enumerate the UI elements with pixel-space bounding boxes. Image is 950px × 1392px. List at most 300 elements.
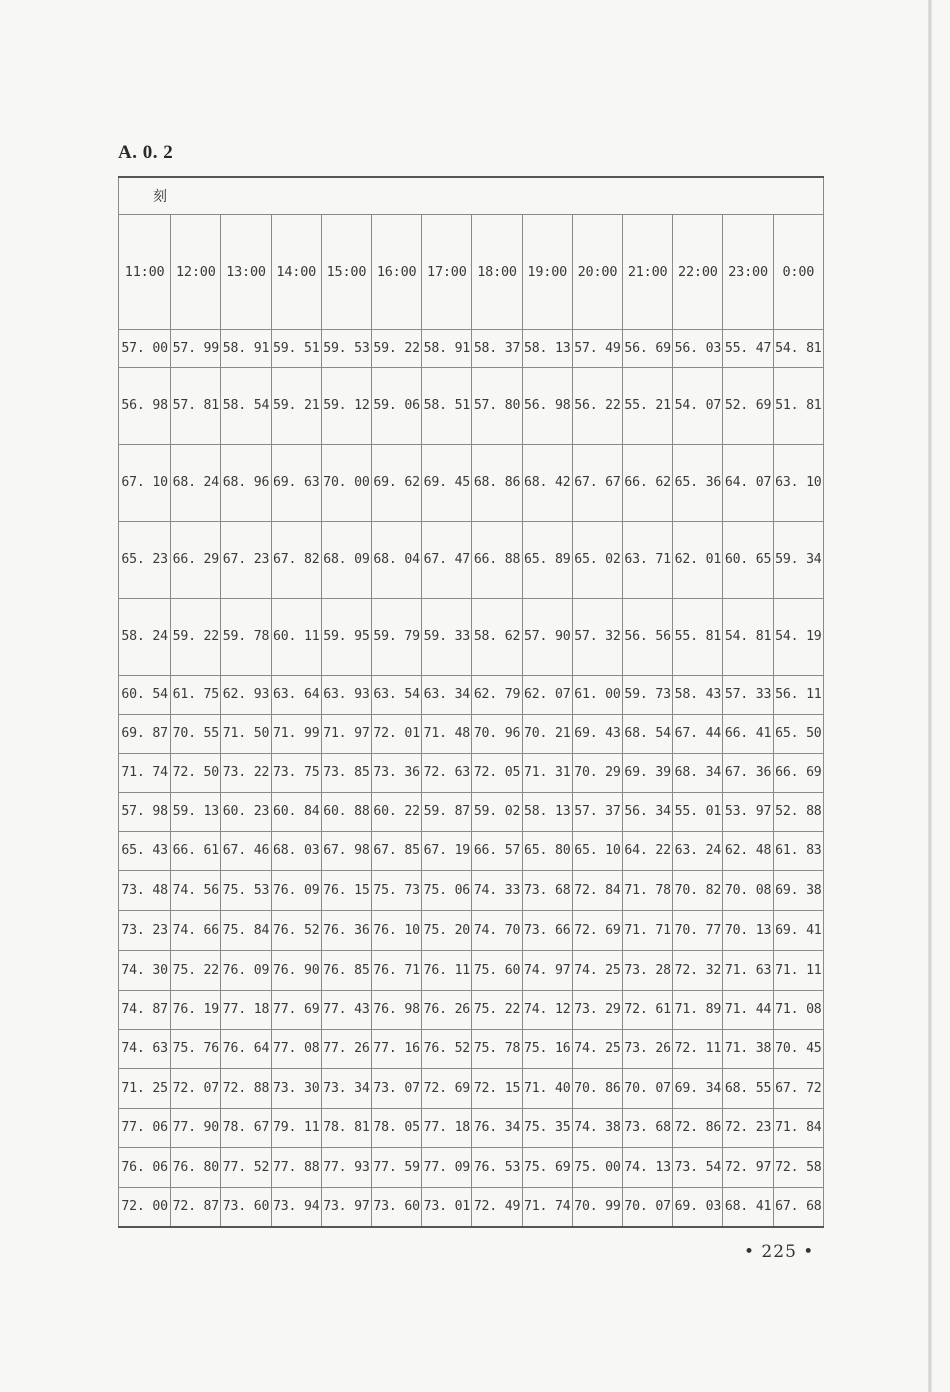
table-cell: 69. 87 xyxy=(119,714,171,753)
table-cell: 65. 80 xyxy=(522,831,572,870)
table-cell: 75. 69 xyxy=(522,1147,572,1187)
table-cell: 67. 47 xyxy=(422,521,472,598)
table-cell: 74. 66 xyxy=(171,910,221,950)
table-cell: 59. 53 xyxy=(321,329,371,367)
table-cell: 67. 19 xyxy=(422,831,472,870)
table-cell: 76. 15 xyxy=(321,870,371,910)
table-cell: 57. 80 xyxy=(472,367,522,444)
table-cell: 77. 43 xyxy=(321,990,371,1029)
table-cell: 72. 23 xyxy=(723,1108,773,1147)
table-cell: 77. 08 xyxy=(271,1029,321,1068)
table-cell: 65. 02 xyxy=(572,521,622,598)
table-cell: 76. 26 xyxy=(422,990,472,1029)
table-cell: 64. 22 xyxy=(623,831,673,870)
table-row xyxy=(119,1029,824,1068)
table-cell: 75. 06 xyxy=(422,870,472,910)
table-cell: 71. 25 xyxy=(119,1068,171,1108)
table-cell: 76. 98 xyxy=(372,990,422,1029)
table-cell: 62. 07 xyxy=(522,675,572,714)
table-cell: 72. 15 xyxy=(472,1068,522,1108)
table-cell: 59. 06 xyxy=(372,367,422,444)
time-header-cell: 0:00 xyxy=(773,214,823,329)
table-cell: 57. 32 xyxy=(572,598,622,675)
table-cell: 53. 97 xyxy=(723,792,773,831)
table-cell: 70. 29 xyxy=(572,753,622,792)
table-cell: 58. 91 xyxy=(422,329,472,367)
table-cell: 55. 47 xyxy=(723,329,773,367)
table-cell: 59. 79 xyxy=(372,598,422,675)
table-cell: 66. 61 xyxy=(171,831,221,870)
table-cell: 73. 60 xyxy=(372,1187,422,1227)
section-label: A. 0. 2 xyxy=(118,142,174,163)
table-cell: 76. 09 xyxy=(271,870,321,910)
table-cell: 56. 03 xyxy=(673,329,723,367)
table-row xyxy=(119,329,824,367)
table-cell: 78. 81 xyxy=(321,1108,371,1147)
table-cell: 76. 85 xyxy=(321,950,371,990)
table-cell: 76. 36 xyxy=(321,910,371,950)
table-cell: 74. 12 xyxy=(522,990,572,1029)
table-cell: 55. 21 xyxy=(623,367,673,444)
table-cell: 62. 01 xyxy=(673,521,723,598)
table-cell: 74. 30 xyxy=(119,950,171,990)
table-row xyxy=(119,990,824,1029)
table-cell: 72. 07 xyxy=(171,1068,221,1108)
table-cell: 72. 00 xyxy=(119,1187,171,1227)
table-cell: 68. 42 xyxy=(522,444,572,521)
table-row xyxy=(119,1108,824,1147)
table-cell: 73. 60 xyxy=(221,1187,271,1227)
table-cell: 74. 97 xyxy=(522,950,572,990)
table-cell: 63. 54 xyxy=(372,675,422,714)
table-cell: 75. 35 xyxy=(522,1108,572,1147)
table-cell: 74. 13 xyxy=(623,1147,673,1187)
table-cell: 64. 07 xyxy=(723,444,773,521)
table-cell: 75. 22 xyxy=(171,950,221,990)
table-cell: 65. 23 xyxy=(119,521,171,598)
table-cell: 58. 51 xyxy=(422,367,472,444)
table-cell: 78. 67 xyxy=(221,1108,271,1147)
table-cell: 77. 52 xyxy=(221,1147,271,1187)
table-cell: 69. 43 xyxy=(572,714,622,753)
table-cell: 58. 37 xyxy=(472,329,522,367)
table-cell: 71. 11 xyxy=(773,950,823,990)
table-cell: 58. 43 xyxy=(673,675,723,714)
table-cell: 59. 21 xyxy=(271,367,321,444)
table-row xyxy=(119,1068,824,1108)
table-cell: 70. 13 xyxy=(723,910,773,950)
time-header-cell: 11:00 xyxy=(119,214,171,329)
table-cell: 76. 09 xyxy=(221,950,271,990)
table-cell: 73. 07 xyxy=(372,1068,422,1108)
table-cell: 77. 18 xyxy=(422,1108,472,1147)
table-cell: 60. 23 xyxy=(221,792,271,831)
table-cell: 65. 89 xyxy=(522,521,572,598)
table-cell: 68. 03 xyxy=(271,831,321,870)
table-cell: 70. 77 xyxy=(673,910,723,950)
table-cell: 74. 87 xyxy=(119,990,171,1029)
table-cell: 72. 05 xyxy=(472,753,522,792)
table-cell: 77. 16 xyxy=(372,1029,422,1068)
table-cell: 71. 89 xyxy=(673,990,723,1029)
table-cell: 69. 39 xyxy=(623,753,673,792)
table-caption: 刻 xyxy=(119,177,824,214)
table-cell: 72. 49 xyxy=(472,1187,522,1227)
table-cell: 72. 63 xyxy=(422,753,472,792)
table-cell: 60. 22 xyxy=(372,792,422,831)
time-header-cell: 17:00 xyxy=(422,214,472,329)
table-row xyxy=(119,950,824,990)
table-cell: 77. 93 xyxy=(321,1147,371,1187)
table-cell: 77. 90 xyxy=(171,1108,221,1147)
table-cell: 71. 40 xyxy=(522,1068,572,1108)
table-cell: 63. 34 xyxy=(422,675,472,714)
table-cell: 61. 83 xyxy=(773,831,823,870)
table-cell: 60. 54 xyxy=(119,675,171,714)
table-cell: 71. 71 xyxy=(623,910,673,950)
table-row xyxy=(119,675,824,714)
table-cell: 67. 82 xyxy=(271,521,321,598)
page-number: • 225 • xyxy=(744,1242,815,1262)
time-header-cell: 14:00 xyxy=(271,214,321,329)
table-row xyxy=(119,753,824,792)
table-cell: 75. 76 xyxy=(171,1029,221,1068)
table-cell: 71. 74 xyxy=(522,1187,572,1227)
table-cell: 54. 19 xyxy=(773,598,823,675)
table-cell: 73. 36 xyxy=(372,753,422,792)
table-cell: 76. 19 xyxy=(171,990,221,1029)
table-cell: 66. 88 xyxy=(472,521,522,598)
time-header-cell: 15:00 xyxy=(321,214,371,329)
table-cell: 63. 10 xyxy=(773,444,823,521)
table-cell: 72. 87 xyxy=(171,1187,221,1227)
table-cell: 72. 58 xyxy=(773,1147,823,1187)
table-cell: 76. 52 xyxy=(271,910,321,950)
table-cell: 68. 24 xyxy=(171,444,221,521)
table-cell: 68. 54 xyxy=(623,714,673,753)
table-cell: 69. 03 xyxy=(673,1187,723,1227)
table-cell: 67. 67 xyxy=(572,444,622,521)
table-cell: 59. 95 xyxy=(321,598,371,675)
table-cell: 57. 33 xyxy=(723,675,773,714)
table-cell: 72. 69 xyxy=(572,910,622,950)
table-cell: 61. 00 xyxy=(572,675,622,714)
table-cell: 75. 20 xyxy=(422,910,472,950)
table-cell: 56. 34 xyxy=(623,792,673,831)
table-cell: 72. 84 xyxy=(572,870,622,910)
table-cell: 72. 61 xyxy=(623,990,673,1029)
table-cell: 72. 88 xyxy=(221,1068,271,1108)
table-cell: 72. 86 xyxy=(673,1108,723,1147)
table-cell: 73. 66 xyxy=(522,910,572,950)
table-cell: 71. 44 xyxy=(723,990,773,1029)
table-cell: 59. 73 xyxy=(623,675,673,714)
table-cell: 73. 26 xyxy=(623,1029,673,1068)
table-cell: 76. 90 xyxy=(271,950,321,990)
table-cell: 56. 98 xyxy=(522,367,572,444)
table-cell: 57. 00 xyxy=(119,329,171,367)
table-row xyxy=(119,831,824,870)
table-cell: 73. 85 xyxy=(321,753,371,792)
table-cell: 70. 07 xyxy=(623,1187,673,1227)
table-cell: 66. 62 xyxy=(623,444,673,521)
time-header-row xyxy=(119,214,824,329)
time-header-cell: 18:00 xyxy=(472,214,522,329)
table-row xyxy=(119,870,824,910)
table-cell: 75. 22 xyxy=(472,990,522,1029)
table-cell: 70. 21 xyxy=(522,714,572,753)
table-cell: 70. 08 xyxy=(723,870,773,910)
table-cell: 56. 98 xyxy=(119,367,171,444)
table-cell: 73. 48 xyxy=(119,870,171,910)
table-cell: 59. 33 xyxy=(422,598,472,675)
table-cell: 74. 56 xyxy=(171,870,221,910)
table-cell: 72. 50 xyxy=(171,753,221,792)
table-cell: 77. 09 xyxy=(422,1147,472,1187)
table-cell: 56. 22 xyxy=(572,367,622,444)
table-row xyxy=(119,521,824,598)
time-header-cell: 12:00 xyxy=(171,214,221,329)
table-cell: 54. 81 xyxy=(773,329,823,367)
table-cell: 60. 88 xyxy=(321,792,371,831)
table-cell: 58. 54 xyxy=(221,367,271,444)
table-cell: 74. 25 xyxy=(572,950,622,990)
time-header-cell: 23:00 xyxy=(723,214,773,329)
table-cell: 66. 29 xyxy=(171,521,221,598)
table-cell: 73. 75 xyxy=(271,753,321,792)
table-cell: 60. 11 xyxy=(271,598,321,675)
table-cell: 67. 23 xyxy=(221,521,271,598)
table-cell: 59. 87 xyxy=(422,792,472,831)
time-header-cell: 21:00 xyxy=(623,214,673,329)
table-cell: 69. 45 xyxy=(422,444,472,521)
table-cell: 70. 99 xyxy=(572,1187,622,1227)
table-cell: 59. 51 xyxy=(271,329,321,367)
table-row xyxy=(119,792,824,831)
table-row xyxy=(119,367,824,444)
table-cell: 73. 22 xyxy=(221,753,271,792)
table-cell: 62. 79 xyxy=(472,675,522,714)
table-cell: 74. 38 xyxy=(572,1108,622,1147)
table-cell: 72. 01 xyxy=(372,714,422,753)
table-cell: 74. 33 xyxy=(472,870,522,910)
table-cell: 61. 75 xyxy=(171,675,221,714)
table-cell: 55. 81 xyxy=(673,598,723,675)
table-cell: 73. 30 xyxy=(271,1068,321,1108)
table-cell: 71. 63 xyxy=(723,950,773,990)
table-cell: 65. 50 xyxy=(773,714,823,753)
table-cell: 67. 44 xyxy=(673,714,723,753)
table-cell: 62. 48 xyxy=(723,831,773,870)
table-cell: 73. 68 xyxy=(522,870,572,910)
table-cell: 79. 11 xyxy=(271,1108,321,1147)
table-cell: 63. 71 xyxy=(623,521,673,598)
table-cell: 69. 62 xyxy=(372,444,422,521)
table-cell: 67. 36 xyxy=(723,753,773,792)
table-cell: 57. 99 xyxy=(171,329,221,367)
table-cell: 77. 26 xyxy=(321,1029,371,1068)
table-cell: 73. 34 xyxy=(321,1068,371,1108)
table-cell: 75. 00 xyxy=(572,1147,622,1187)
table-cell: 78. 05 xyxy=(372,1108,422,1147)
table-cell: 57. 37 xyxy=(572,792,622,831)
table-cell: 74. 70 xyxy=(472,910,522,950)
table-cell: 76. 10 xyxy=(372,910,422,950)
table-cell: 55. 01 xyxy=(673,792,723,831)
table-cell: 59. 22 xyxy=(372,329,422,367)
table-cell: 59. 78 xyxy=(221,598,271,675)
table-cell: 72. 97 xyxy=(723,1147,773,1187)
table-cell: 69. 34 xyxy=(673,1068,723,1108)
table-cell: 71. 78 xyxy=(623,870,673,910)
table-cell: 57. 81 xyxy=(171,367,221,444)
table-cell: 71. 38 xyxy=(723,1029,773,1068)
table-cell: 73. 97 xyxy=(321,1187,371,1227)
table-cell: 70. 55 xyxy=(171,714,221,753)
table-cell: 70. 86 xyxy=(572,1068,622,1108)
table-cell: 77. 59 xyxy=(372,1147,422,1187)
table-cell: 73. 29 xyxy=(572,990,622,1029)
table-cell: 71. 99 xyxy=(271,714,321,753)
table-cell: 75. 16 xyxy=(522,1029,572,1068)
table-cell: 67. 10 xyxy=(119,444,171,521)
table-cell: 77. 69 xyxy=(271,990,321,1029)
table-cell: 70. 96 xyxy=(472,714,522,753)
table-cell: 70. 45 xyxy=(773,1029,823,1068)
table-cell: 71. 84 xyxy=(773,1108,823,1147)
table-cell: 76. 34 xyxy=(472,1108,522,1147)
table-cell: 63. 93 xyxy=(321,675,371,714)
table-cell: 59. 02 xyxy=(472,792,522,831)
time-header-cell: 20:00 xyxy=(572,214,622,329)
table-cell: 67. 85 xyxy=(372,831,422,870)
table-row xyxy=(119,444,824,521)
table-cell: 67. 98 xyxy=(321,831,371,870)
table-cell: 71. 08 xyxy=(773,990,823,1029)
table-cell: 56. 11 xyxy=(773,675,823,714)
table-cell: 58. 62 xyxy=(472,598,522,675)
table-cell: 77. 18 xyxy=(221,990,271,1029)
table-cell: 75. 78 xyxy=(472,1029,522,1068)
table-cell: 73. 28 xyxy=(623,950,673,990)
table-cell: 74. 25 xyxy=(572,1029,622,1068)
table-cell: 51. 81 xyxy=(773,367,823,444)
table-row xyxy=(119,598,824,675)
table-cell: 60. 65 xyxy=(723,521,773,598)
table-cell: 67. 72 xyxy=(773,1068,823,1108)
caption-row xyxy=(119,177,824,214)
table-cell: 75. 73 xyxy=(372,870,422,910)
table-cell: 62. 93 xyxy=(221,675,271,714)
table-cell: 77. 06 xyxy=(119,1108,171,1147)
table-cell: 69. 63 xyxy=(271,444,321,521)
table-cell: 65. 43 xyxy=(119,831,171,870)
table-cell: 75. 84 xyxy=(221,910,271,950)
table-cell: 76. 64 xyxy=(221,1029,271,1068)
table-cell: 71. 48 xyxy=(422,714,472,753)
table-cell: 72. 11 xyxy=(673,1029,723,1068)
table-cell: 57. 49 xyxy=(572,329,622,367)
table-cell: 59. 34 xyxy=(773,521,823,598)
time-header-cell: 19:00 xyxy=(522,214,572,329)
table-cell: 58. 13 xyxy=(522,792,572,831)
table-cell: 76. 11 xyxy=(422,950,472,990)
time-header-cell: 16:00 xyxy=(372,214,422,329)
table-row xyxy=(119,1187,824,1227)
table-cell: 68. 55 xyxy=(723,1068,773,1108)
table-cell: 58. 91 xyxy=(221,329,271,367)
table-cell: 60. 84 xyxy=(271,792,321,831)
table-cell: 69. 38 xyxy=(773,870,823,910)
table-cell: 68. 96 xyxy=(221,444,271,521)
table-cell: 73. 94 xyxy=(271,1187,321,1227)
table-cell: 76. 06 xyxy=(119,1147,171,1187)
table-cell: 73. 01 xyxy=(422,1187,472,1227)
table-cell: 74. 63 xyxy=(119,1029,171,1068)
table-cell: 68. 04 xyxy=(372,521,422,598)
table-cell: 52. 69 xyxy=(723,367,773,444)
table-cell: 56. 56 xyxy=(623,598,673,675)
table-cell: 65. 36 xyxy=(673,444,723,521)
table-cell: 71. 50 xyxy=(221,714,271,753)
table-cell: 73. 54 xyxy=(673,1147,723,1187)
table-cell: 54. 81 xyxy=(723,598,773,675)
table-cell: 56. 69 xyxy=(623,329,673,367)
table-cell: 71. 74 xyxy=(119,753,171,792)
table-cell: 59. 22 xyxy=(171,598,221,675)
page-edge xyxy=(928,0,932,1392)
table-cell: 68. 86 xyxy=(472,444,522,521)
table-cell: 77. 88 xyxy=(271,1147,321,1187)
table-cell: 63. 24 xyxy=(673,831,723,870)
table-cell: 70. 00 xyxy=(321,444,371,521)
table-cell: 67. 46 xyxy=(221,831,271,870)
table-cell: 73. 68 xyxy=(623,1108,673,1147)
time-header-cell: 22:00 xyxy=(673,214,723,329)
table-cell: 57. 98 xyxy=(119,792,171,831)
table-cell: 76. 53 xyxy=(472,1147,522,1187)
table-cell: 57. 90 xyxy=(522,598,572,675)
table-cell: 70. 82 xyxy=(673,870,723,910)
table-cell: 58. 24 xyxy=(119,598,171,675)
table-cell: 68. 34 xyxy=(673,753,723,792)
table-row xyxy=(119,910,824,950)
time-header-cell: 13:00 xyxy=(221,214,271,329)
table-cell: 75. 60 xyxy=(472,950,522,990)
data-table xyxy=(118,176,824,1228)
table-cell: 76. 52 xyxy=(422,1029,472,1068)
table-cell: 71. 31 xyxy=(522,753,572,792)
table-cell: 69. 41 xyxy=(773,910,823,950)
table-cell: 76. 71 xyxy=(372,950,422,990)
table-cell: 70. 07 xyxy=(623,1068,673,1108)
table-cell: 66. 41 xyxy=(723,714,773,753)
table-cell: 63. 64 xyxy=(271,675,321,714)
table-cell: 58. 13 xyxy=(522,329,572,367)
table-row xyxy=(119,714,824,753)
table-row xyxy=(119,1147,824,1187)
table-cell: 75. 53 xyxy=(221,870,271,910)
table-cell: 59. 13 xyxy=(171,792,221,831)
table-cell: 73. 23 xyxy=(119,910,171,950)
table-cell: 68. 09 xyxy=(321,521,371,598)
table-cell: 66. 69 xyxy=(773,753,823,792)
table-cell: 68. 41 xyxy=(723,1187,773,1227)
table-cell: 67. 68 xyxy=(773,1187,823,1227)
table-cell: 71. 97 xyxy=(321,714,371,753)
table-cell: 52. 88 xyxy=(773,792,823,831)
table-cell: 59. 12 xyxy=(321,367,371,444)
